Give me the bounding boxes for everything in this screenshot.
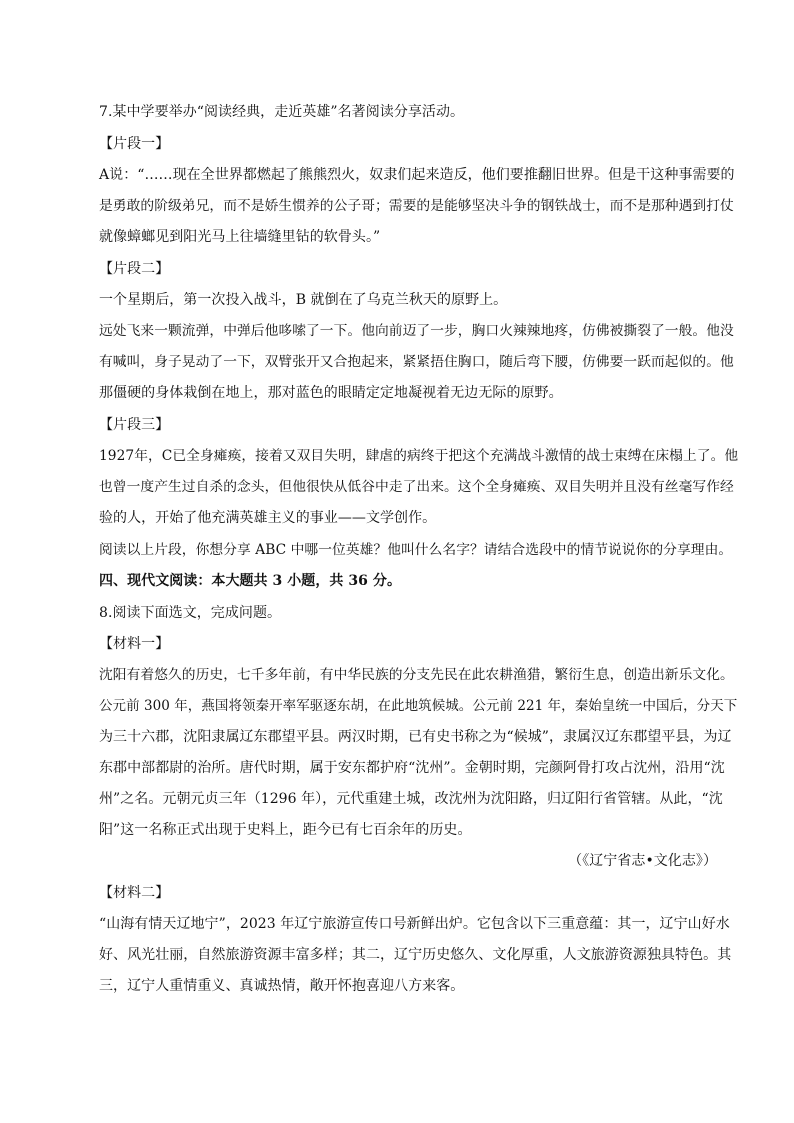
- fragment-2-line: 那僵硬的身体栽倒在地上，那对蓝色的眼睛定定地凝视着无边无际的原野。: [99, 385, 563, 401]
- fragment-2-line: 一个星期后，第一次投入战斗，B 就倒在了乌克兰秋天的原野上。: [99, 292, 508, 308]
- material-2-line: 好、风光壮丽，自然旅游资源丰富多样；其二，辽宁历史悠久、文化厚重，人文旅游资源独具特色。其: [99, 947, 732, 963]
- material-2-header: 【材料二】: [99, 885, 170, 901]
- fragment-2-header: 【片段二】: [99, 261, 170, 277]
- material-1-line: 公元前 300 年，燕国将领秦开率军驱逐东胡，在此地筑候城。公元前 221 年，秦始皇统一中国后，分天下: [99, 698, 738, 714]
- material-2-line: 三，辽宁人重情重义、真诚热情，敞开怀抱喜迎八方来客。: [99, 978, 465, 994]
- material-1-line: 东郡中部都尉的治所。唐代时期，属于安东都护府“沈州”。金朝时期，完颜阿骨打攻占沈州，沿用“沈: [99, 760, 725, 776]
- material-1-source: （《辽宁省志•文化志》）: [568, 853, 717, 869]
- section-4-suffix: 分。: [367, 573, 402, 589]
- section-4-prefix: 四、现代文阅读：本大题共: [99, 573, 273, 589]
- material-2-line: “山海有情天辽地宁”，2023 年辽宁旅游宣传口号新鲜出炉。它包含以下三重意蕴：其一，辽宁山好水: [99, 916, 730, 932]
- fragment-3-line: 1927年，C已全身瘫痪，接着又双目失明，肆虐的病终于把这个充满战斗激情的战士束缚在床榻上了。他: [99, 448, 739, 464]
- fragment-2-line: 远处飞来一颗流弹，中弹后他哆嗦了一下。他向前迈了一步，胸口火辣辣地疼，仿佛被撕裂了一般。他没: [99, 323, 734, 339]
- fragment-1-header: 【片段一】: [99, 136, 170, 152]
- material-1-line: 阳”这一名称正式出现于史料上，距今已有七百余年的历史。: [99, 822, 472, 838]
- fragment-2-line: 有喊叫，身子晃动了一下，双臂张开又合抱起来，紧紧捂住胸口，随后弯下腰，仿佛要一跃而起似的。他: [99, 354, 734, 370]
- section-4-heading: [99, 571, 719, 591]
- section-4-mid: 小题，共: [282, 573, 349, 589]
- section-4-count: 3: [272, 573, 283, 589]
- question-7-prompt: 阅读以上片段，你想分享 ABC 中哪一位英雄？他叫什么名字？请结合选段中的情节说说你的分享理由。: [99, 542, 733, 558]
- section-4-score: 36: [348, 573, 368, 589]
- fragment-3-line: 也曾一度产生过自杀的念头，但他很快从低谷中走了出来。这个全身瘫痪、双目失明并且没有丝毫写作经: [99, 479, 734, 495]
- material-1-line: 沈阳有着悠久的历史，七千多年前，有中华民族的分支先民在此农耕渔猎，繁衍生息，创造出新乐文化。: [99, 667, 734, 683]
- material-1-line: 为三十六郡，沈阳隶属辽东郡望平县。两汉时期，已有史书称之为“候城”，隶属汉辽东郡望平县，为辽: [99, 729, 732, 745]
- fragment-1-line: A说：“……现在全世界都燃起了熊熊烈火，奴隶们起来造反，他们要推翻旧世界。但是干这种事需要的: [99, 167, 735, 183]
- question-8-title: 8.阅读下面选文，完成问题。: [99, 605, 282, 621]
- fragment-3-line: 验的人，开始了他充满英雄主义的事业——文学创作。: [99, 510, 437, 526]
- fragment-3-header: 【片段三】: [99, 417, 170, 433]
- material-1-line: 州”之名。元朝元贞三年（1296 年），元代重建土城，改沈州为沈阳路，归辽阳行省管辖。从此，“沈: [99, 791, 723, 807]
- question-7-title: 7.某中学要举办“阅读经典，走近英雄”名著阅读分享活动。: [99, 104, 465, 120]
- fragment-1-line: 就像蟑螂见到阳光马上往墙缝里钻的软骨头。”: [99, 229, 381, 245]
- material-1-header: 【材料一】: [99, 636, 170, 652]
- fragment-1-line: 是勇敢的阶级弟兄，而不是娇生惯养的公子哥；需要的是能够坚决斗争的钢铁战士，而不是那种遇到打仗: [99, 198, 734, 214]
